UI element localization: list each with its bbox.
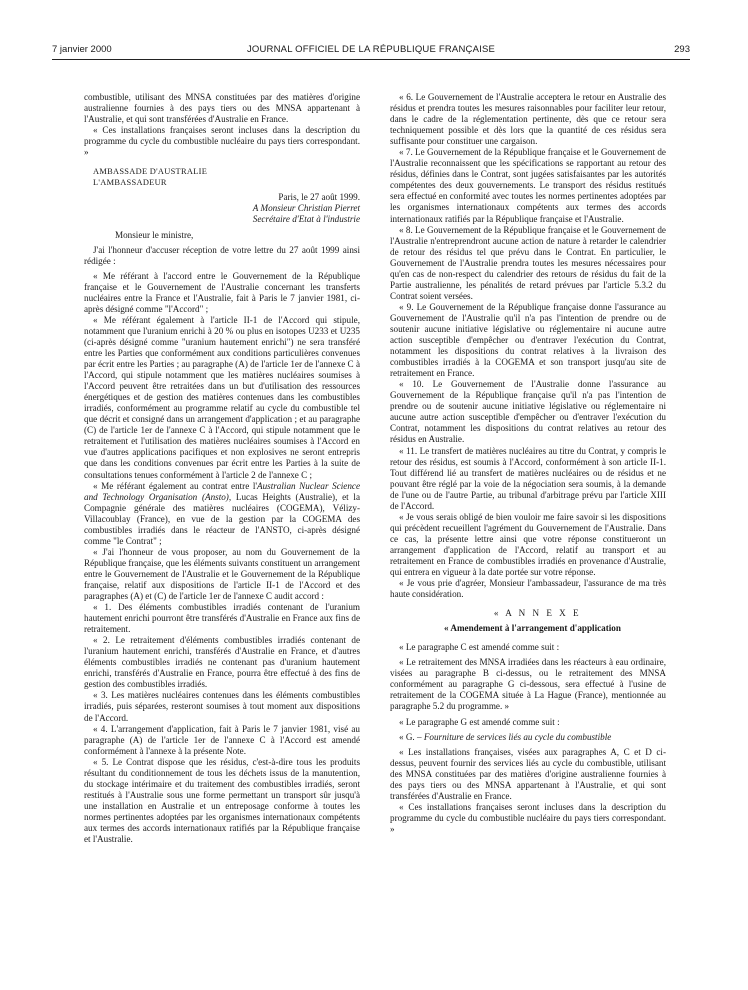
place-date: Paris, le 27 août 1999. (278, 192, 360, 203)
paragraph: « Ces installations françaises seront incluses dans la description du programme du cycle du combustible nucléaire du pays tiers correspondant. » (84, 125, 360, 158)
header-rule (52, 59, 690, 60)
text-run: « Me référant également au contrat entre l' (93, 480, 258, 491)
section-heading (390, 732, 666, 743)
text-run: Lucas Heights (Australie), et la Compagnie générale des matières nucléaires (COGEMA), Vélizy-Villacoublay (France), en vue de la gestion par la COGEMA des combustibles irradiés dans le réacteur de l'ANSTO, ci-après désigné comme "le Contrat" ; (84, 491, 361, 546)
paragraph: « 4. L'arrangement d'application, fait à Paris le 7 janvier 1981, visé au paragraphe (A) de l'article 1er de l'annexe C à l'Accord est amendé conformément à l'annexe à la présente Note. (84, 723, 360, 756)
paragraph: « 3. Les matières nucléaires contenues dans les éléments combustibles irradiés, puis séparées, resteront soumises à tout moment aux dispositions de l'Accord. (84, 690, 360, 723)
addressee: A Monsieur Christian Pierret (252, 203, 360, 214)
salutation: Monsieur le ministre, (115, 229, 194, 240)
paragraph: « J'ai l'honneur de vous proposer, au nom du Gouvernement de la République française, que les éléments suivants constituent un arrangement entre le Gouvernement de l'Australie et le Gouvernement de la République française, relatif aux dispositions de l'article II-1 de l'Accord et des paragraphes (A) et (C) de l'article 1er de l'annexe C audit accord : (84, 546, 360, 602)
paragraph: « 8. Le Gouvernement de la République française et le Gouvernement de l'Australie n'entreprendront aucune action de nature à retarder le calendrier de retour des résidus tel que prévu dans le Contrat. En particulier, le Gouvernement de l'Australie prendra toutes les mesures nécessaires pour qu'en cas de non-respect du calendrier des retours de résidus du fait de la Partie australienne, les pénalités de retard prévues par l'article 5.3.2 du Contrat soient versées. (390, 224, 666, 301)
paragraph: J'ai l'honneur d'accuser réception de votre lettre du 27 août 1999 ainsi rédigée : (84, 244, 360, 266)
paragraph: combustible, utilisant des MNSA constituées par des matières d'origine australienne fournies à des pays tiers ou des MNSA appartenant à l'Australie, et qui sont transférées d'Australie en France. (84, 92, 360, 125)
paragraph: « Me référant également à l'article II-1 de l'Accord qui stipule, notamment que l'uranium enrichi à 20 % ou plus en isotopes U233 et U235 (ci-après désigné comme "uranium hautement enrichi") ne sera transféré entre les Parties que conformément aux conditions particulières convenues par écrit entre les Parties ; au paragraphe (A) de l'article 1er de l'annexe C à l'Accord, qui stipule notamment que les matières nucléaires soumises à l'Accord peuvent être retraitées dans un but d'utilisation des ressources énergétiques et de gestion des matières contenues dans les combustibles irradiés, conformément au programme relatif au cycle du combustible tel que décrit et consigné dans un arrangement d'application ; et au paragraphe (C) de l'article 1er de l'annexe C à l'Accord, qui stipule notamment que le retraitement et l'utilisation des matières nucléaires soumises à l'Accord en vue d'autres applications pacifiques et non explosives ne seront entrepris que dans les conditions convenues par écrit entre les Parties à la suite de consultations tenues conformément à l'article 2 de l'annexe C ; (84, 314, 360, 480)
paragraph (84, 481, 360, 547)
left-column (84, 92, 360, 845)
ambassador-heading: L'AMBASSADEUR (93, 178, 167, 188)
paragraph: « 9. Le Gouvernement de la République française donne l'assurance au Gouvernement de l'Australie qu'il n'a pas l'intention de prendre ou de soutenir aucune initiative législative ou réglementaire ni aucune autre action susceptible d'empêcher ou d'entraver l'exécution du Contrat, notamment les dispositions du contrat relatives à la livraison des combustibles irradiés à la COGEMA et son transport jusqu'au site de retraitement en France. (390, 301, 666, 379)
annex-subtitle: « Amendement à l'arrangement d'application (444, 623, 621, 634)
paragraph: « 11. Le transfert de matières nucléaires au titre du Contrat, y compris le retour des résidus, est soumis à l'Accord, conformément à son article II-1. Tout différend lié au transfert de matières nucléaires ou de résidus et ne pouvant être réglé par la voie de la négociation sera soumis, à la demande de l'une ou de l'autre Partie, au tribunal d'arbitrage prévu par l'article XIII de l'Accord. (390, 445, 666, 511)
organisation-name: Australian Nuclear Science and Technology Organisation (Ansto), (84, 480, 360, 502)
paragraph: « Le retraitement des MNSA irradiées dans les réacteurs à eau ordinaire, visées au paragraphe B ci-dessus, ou le retraitement des MNSA conformément au paragraphe G ci-dessous, sera effectué à l'usine de retraitement de la COGEMA située à La Hague (France), mentionnée au paragraphe 5.2 du programme. » (390, 657, 666, 712)
paragraph: « 2. Le retraitement d'éléments combustibles irradiés contenant de l'uranium hautement enrichi, transférés d'Australie en France, et d'autres éléments combustibles irradiés ne contenant pas d'uranium hautement enrichi, transférés d'Australie en France, pourra être effectué à des fins de gestion des combustibles irradiés. (84, 635, 360, 690)
paragraph: « Les installations françaises, visées aux paragraphes A, C et D ci-dessus, peuvent fournir des services liés au cycle du combustible, utilisant des MNSA constituées par des matières d'origine australienne fournies à des pays tiers ou des MNSA appartenant à l'Australie, et qui sont transférées d'Australie en France. (390, 746, 666, 801)
addressee-title: Secrétaire d'Etat à l'industrie (252, 214, 360, 225)
paragraph: « Je vous prie d'agréer, Monsieur l'ambassadeur, l'assurance de ma très haute considération. (390, 578, 666, 600)
spacer (390, 600, 666, 608)
paragraph: « Le paragraphe C est amendé comme suit : (399, 642, 560, 653)
paragraph: « 10. Le Gouvernement de l'Australie donne l'assurance au Gouvernement de la République française qu'il n'a pas l'intention de prendre ou de soutenir aucune initiative législative ou réglementaire ni aucune autre action susceptible d'empêcher ou d'entraver l'exécution du Contrat, notamment les dispositions du contrat relatives au retour des résidus en Australie. (390, 379, 666, 445)
annex-title: « A N N E X E (493, 608, 582, 619)
header-date: 7 janvier 2000 (52, 44, 112, 55)
paragraph: « Ces installations françaises seront incluses dans la description du programme du cycle du combustible nucléaire du pays tiers correspondant. » (390, 801, 666, 834)
right-column (390, 92, 666, 835)
page-header (52, 44, 690, 58)
paragraph: « 6. Le Gouvernement de l'Australie acceptera le retour en Australie des résidus et prendra toutes les mesures raisonnables pour faciliter leur retour, dans le cadre de la réglementation pertinente, dès que ce retour sera techniquement possible et dès lors que la quantité de ces résidus sera suffisante pour constituer une cargaison. (390, 92, 666, 147)
paragraph: « Je vous serais obligé de bien vouloir me faire savoir si les dispositions qui précèdent recueillent l'agrément du Gouvernement de l'Australie. Dans ce cas, la présente lettre ainsi que votre réponse constitueront un arrangement d'application de l'Accord, relatif au transport et au retraitement en France de combustibles irradiés en provenance d'Australie, qui entrera en vigueur à la date portée sur votre réponse. (390, 511, 666, 578)
paragraph: « 7. Le Gouvernement de la République française et le Gouvernement de l'Australie reconnaissent que les spécifications se rapportant au retour des résidus, définies dans le Contrat, sont jugées satisfaisantes par les autorités compétentes des deux gouvernements. Le transport des résidus restitués sera effectué en conformité avec toutes les normes pertinentes adoptées par les organismes internationaux compétents aux termes des accords internationaux ratifiés par la République française et l'Australie. (390, 147, 666, 224)
embassy-heading: AMBASSADE D'AUSTRALIE (93, 167, 208, 177)
text-run: « G. – (399, 731, 424, 742)
section-heading-title: Fourniture de services liés au cycle du combustible (423, 731, 612, 742)
paragraph: « Me référant à l'accord entre le Gouvernement de la République française et le Gouvernement de l'Australie concernant les transferts nucléaires entre la France et l'Australie, fait à Paris le 7 janvier 1981, ci-après désigné comme "l'Accord" ; (84, 270, 360, 314)
header-page-number: 293 (674, 44, 690, 55)
paragraph: « 5. Le Contrat dispose que les résidus, c'est-à-dire tous les produits résultant du conditionnement de tous les déchets issus de la manutention, du stockage intérimaire et du traitement des combustibles irradiés, seront restitués à l'Australie sous une forme permettant un transport sûr jusqu'à une installation en Australie et un entreposage conforme à toutes les normes pertinentes adoptées par les organismes internationaux compétents aux termes des accords internationaux ratifiés par la République française et l'Australie. (84, 756, 360, 845)
spacer (84, 158, 360, 166)
paragraph: « 1. Des éléments combustibles irradiés contenant de l'uranium hautement enrichi pourront être transférés d'Australie en France aux fins de retraitement. (84, 602, 360, 635)
header-journal-title: JOURNAL OFFICIEL DE LA RÉPUBLIQUE FRANÇAISE (246, 44, 496, 55)
spacer (390, 634, 666, 642)
paragraph: « Le paragraphe G est amendé comme suit : (399, 716, 560, 727)
